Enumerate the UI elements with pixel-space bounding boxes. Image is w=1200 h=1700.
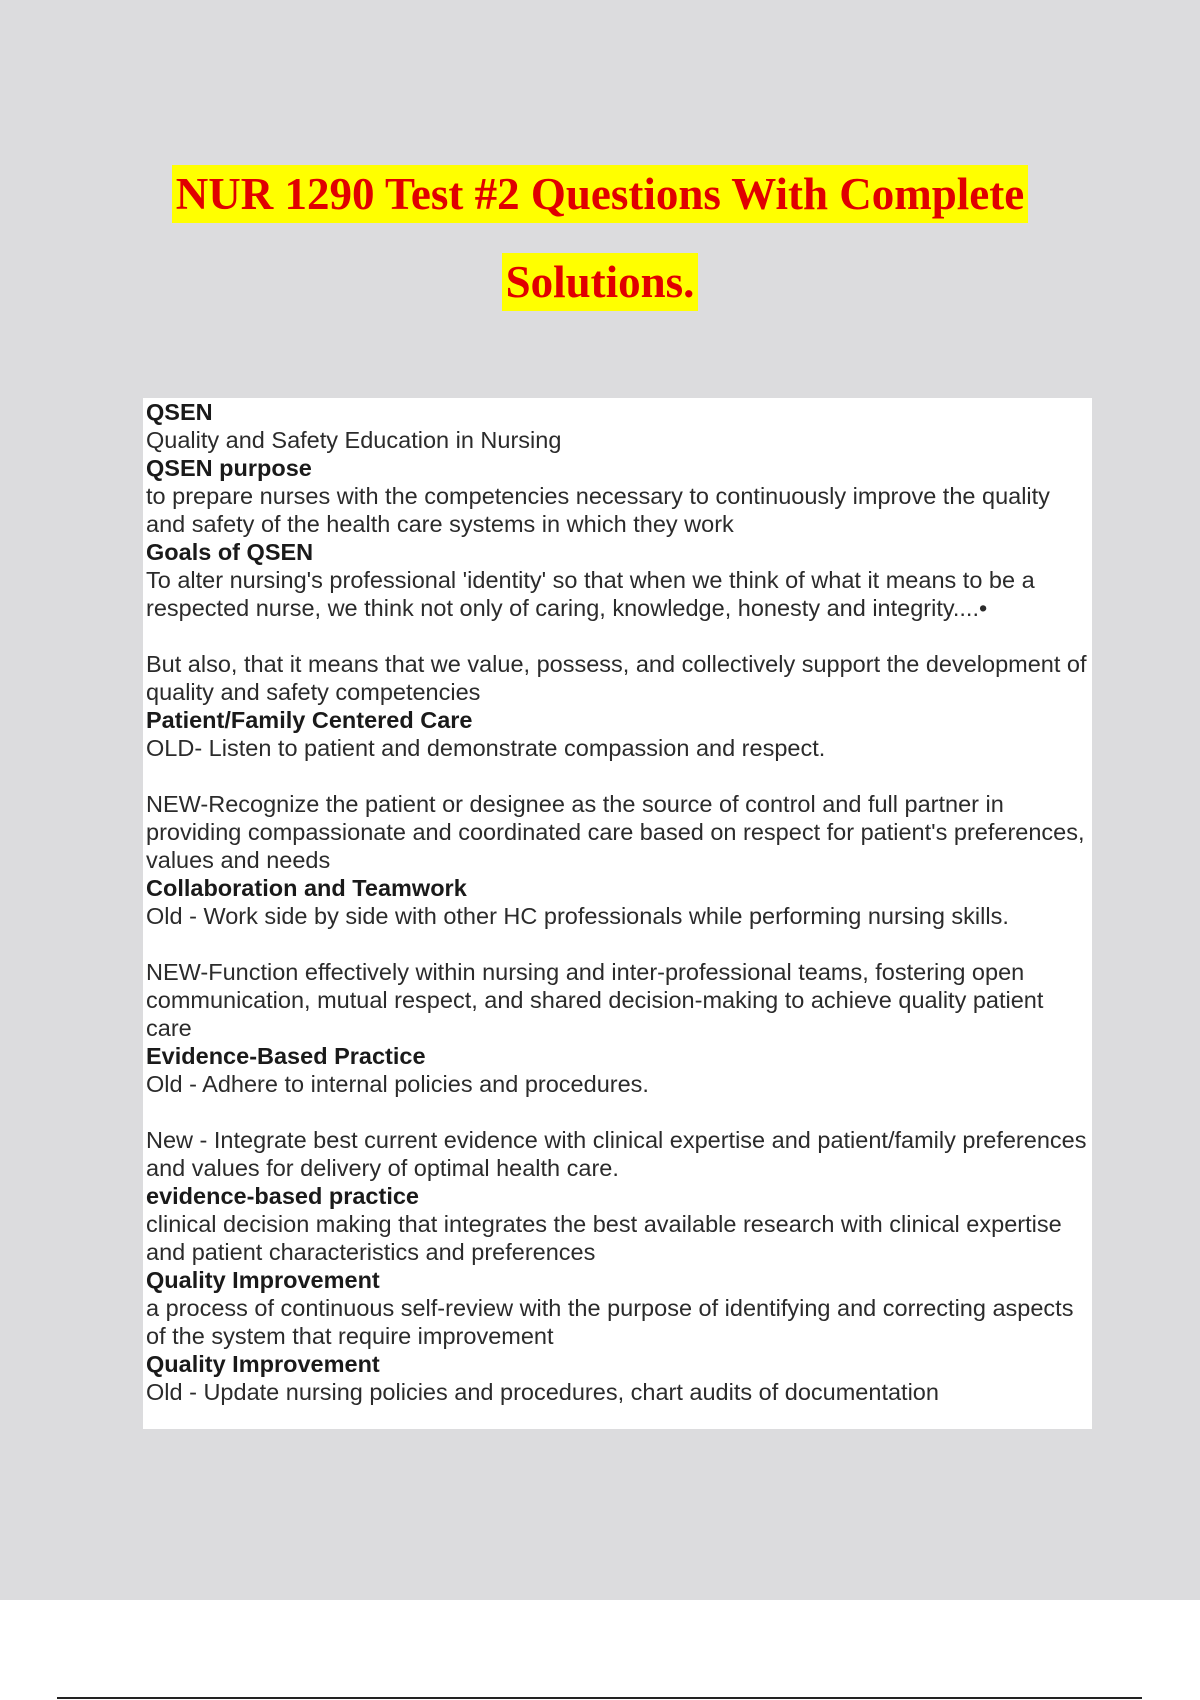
qa-term: QSEN purpose	[146, 455, 312, 481]
qa-answer: Quality and Safety Education in Nursing	[146, 427, 562, 453]
qa-answer: Old - Adhere to internal policies and procedures.	[146, 1071, 649, 1097]
qa-term: Quality Improvement	[146, 1267, 380, 1293]
qa-answer: clinical decision making that integrates the best available research with clinical expertise and patient characteristics and preferences	[146, 1211, 1062, 1265]
document-title	[0, 165, 1200, 311]
qa-answer: New - Integrate best current evidence with clinical expertise and patient/family preferences and values for delivery of optimal health care.	[146, 1127, 1087, 1181]
qa-content-box	[143, 398, 1092, 1429]
title-line-2: Solutions.	[502, 253, 699, 311]
paragraph-gap	[146, 930, 1091, 958]
qa-answer: Old - Work side by side with other HC professionals while performing nursing skills.	[146, 903, 1009, 929]
qa-term: Collaboration and Teamwork	[146, 875, 467, 901]
qa-term: Goals of QSEN	[146, 539, 314, 565]
qa-answer: NEW-Function effectively within nursing and inter-professional teams, fostering open communication, mutual respect, and shared decision-making to achieve quality patient care	[146, 959, 1044, 1041]
qa-term: Quality Improvement	[146, 1351, 380, 1377]
qa-term: Patient/Family Centered Care	[146, 707, 473, 733]
title-line-1: NUR 1290 Test #2 Questions With Complete	[172, 165, 1028, 223]
qa-answer: Old - Update nursing policies and procedures, chart audits of documentation	[146, 1379, 939, 1405]
qa-term: evidence-based practice	[146, 1183, 419, 1209]
paragraph-gap	[146, 762, 1091, 790]
paragraph-gap	[146, 1098, 1091, 1126]
qa-answer: To alter nursing's professional 'identity' so that when we think of what it means to be a respected nurse, we think not only of caring, knowledge, honesty and integrity....•	[146, 567, 1035, 621]
qa-term: QSEN	[146, 399, 213, 425]
qa-answer: a process of continuous self-review with the purpose of identifying and correcting aspects of the system that require improvement	[146, 1295, 1074, 1349]
qa-answer: But also, that it means that we value, possess, and collectively support the development of quality and safety competencies	[146, 651, 1087, 705]
qa-term: Evidence-Based Practice	[146, 1043, 426, 1069]
qa-list	[146, 398, 1091, 1406]
qa-answer: to prepare nurses with the competencies necessary to continuously improve the quality and safety of the health care systems in which they work	[146, 483, 1050, 537]
qa-answer: OLD- Listen to patient and demonstrate compassion and respect.	[146, 735, 826, 761]
footer-divider	[57, 1697, 1142, 1699]
qa-answer: NEW-Recognize the patient or designee as the source of control and full partner in providing compassionate and coordinated care based on respect for patient's preferences, values and needs	[146, 791, 1085, 873]
paragraph-gap	[146, 622, 1091, 650]
